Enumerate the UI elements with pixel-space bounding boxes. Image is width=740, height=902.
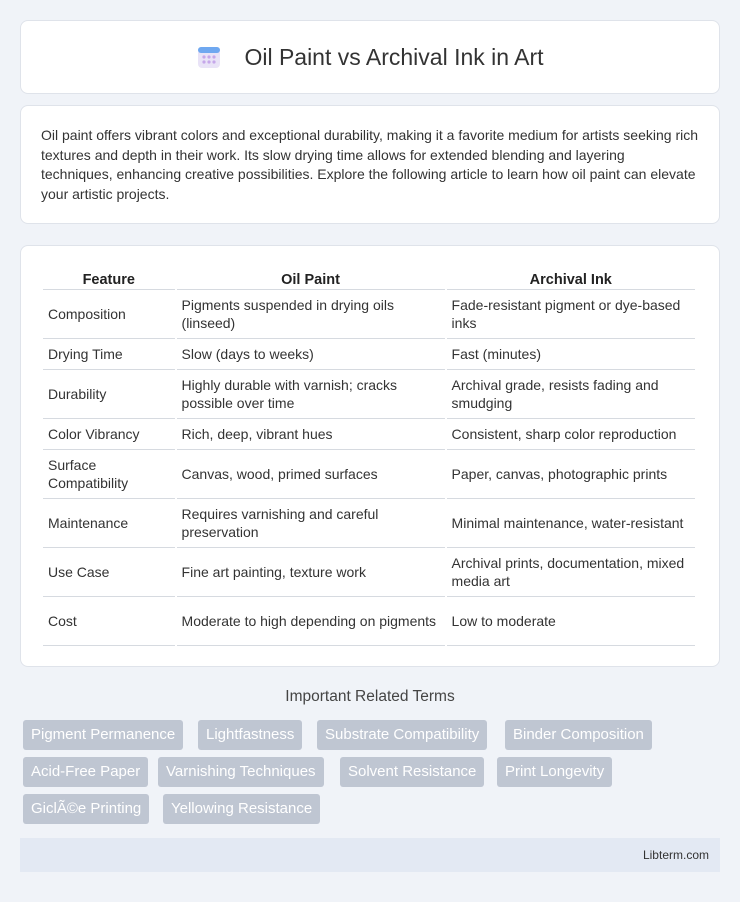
cell-archival-ink: Archival grade, resists fading and smudging — [447, 370, 695, 419]
cell-oil-paint: Pigments suspended in drying oils (linseed) — [177, 290, 445, 339]
header-feature: Feature — [43, 266, 175, 290]
footer — [20, 838, 720, 872]
cell-oil-paint: Fine art painting, texture work — [177, 548, 445, 597]
table-row — [43, 597, 695, 646]
intro-card — [20, 105, 720, 224]
cell-archival-ink: Paper, canvas, photographic prints — [447, 450, 695, 499]
tag-solvent-resistance[interactable]: Solvent Resistance — [340, 757, 484, 787]
cell-oil-paint: Requires varnishing and careful preservation — [177, 499, 445, 548]
table-row — [43, 290, 695, 339]
table-row — [43, 450, 695, 499]
tag-binder-composition[interactable]: Binder Composition — [505, 720, 652, 750]
cell-feature: Drying Time — [43, 339, 175, 370]
cell-oil-paint: Highly durable with varnish; cracks possible over time — [177, 370, 445, 419]
calendar-icon — [196, 44, 222, 70]
tag-substrate-compatibility[interactable]: Substrate Compatibility — [317, 720, 487, 750]
table-row — [43, 499, 695, 548]
page-title: Oil Paint vs Archival Ink in Art — [244, 43, 544, 70]
cell-feature: Use Case — [43, 548, 175, 597]
tag-pigment-permanence[interactable]: Pigment Permanence — [23, 720, 183, 750]
intro-text: Oil paint offers vibrant colors and exceptional durability, making it a favorite medium for artists seeking rich textures and depth in their work. Its slow drying time allows for extended blending and layering techniques, enhancing creative possibilities. Explore the following article to learn how oil paint can elevate your artistic projects. — [41, 127, 699, 202]
tag-print-longevity[interactable]: Print Longevity — [497, 757, 612, 787]
cell-archival-ink: Low to moderate — [447, 597, 695, 646]
comparison-table — [41, 266, 697, 646]
cell-feature: Surface Compatibility — [43, 450, 175, 499]
table-row — [43, 339, 695, 370]
cell-archival-ink: Minimal maintenance, water-resistant — [447, 499, 695, 548]
cell-feature: Composition — [43, 290, 175, 339]
header-oil-paint: Oil Paint — [177, 266, 445, 290]
table-row — [43, 419, 695, 450]
cell-oil-paint: Canvas, wood, primed surfaces — [177, 450, 445, 499]
cell-archival-ink: Fast (minutes) — [447, 339, 695, 370]
cell-oil-paint: Rich, deep, vibrant hues — [177, 419, 445, 450]
table-row — [43, 548, 695, 597]
cell-archival-ink: Archival prints, documentation, mixed media art — [447, 548, 695, 597]
tag-giclee-printing[interactable]: GiclÃ©e Printing — [23, 794, 149, 824]
cell-feature: Maintenance — [43, 499, 175, 548]
tag-acid-free-paper[interactable]: Acid-Free Paper — [23, 757, 148, 787]
cell-archival-ink: Consistent, sharp color reproduction — [447, 419, 695, 450]
header-archival-ink: Archival Ink — [447, 266, 695, 290]
cell-feature: Durability — [43, 370, 175, 419]
tag-lightfastness[interactable]: Lightfastness — [198, 720, 302, 750]
cell-feature: Cost — [43, 597, 175, 646]
comparison-card — [20, 245, 720, 667]
table-header-row — [43, 266, 695, 290]
cell-oil-paint: Slow (days to weeks) — [177, 339, 445, 370]
cell-oil-paint: Moderate to high depending on pigments — [177, 597, 445, 646]
footer-site-link[interactable]: Libterm.com — [642, 848, 709, 862]
cell-feature: Color Vibrancy — [43, 419, 175, 450]
related-terms-title: Important Related Terms — [285, 688, 455, 705]
cell-archival-ink: Fade-resistant pigment or dye-based inks — [447, 290, 695, 339]
header-card — [20, 20, 720, 94]
table-row — [43, 370, 695, 419]
tag-yellowing-resistance[interactable]: Yellowing Resistance — [163, 794, 320, 824]
tag-varnishing-techniques[interactable]: Varnishing Techniques — [158, 757, 324, 787]
